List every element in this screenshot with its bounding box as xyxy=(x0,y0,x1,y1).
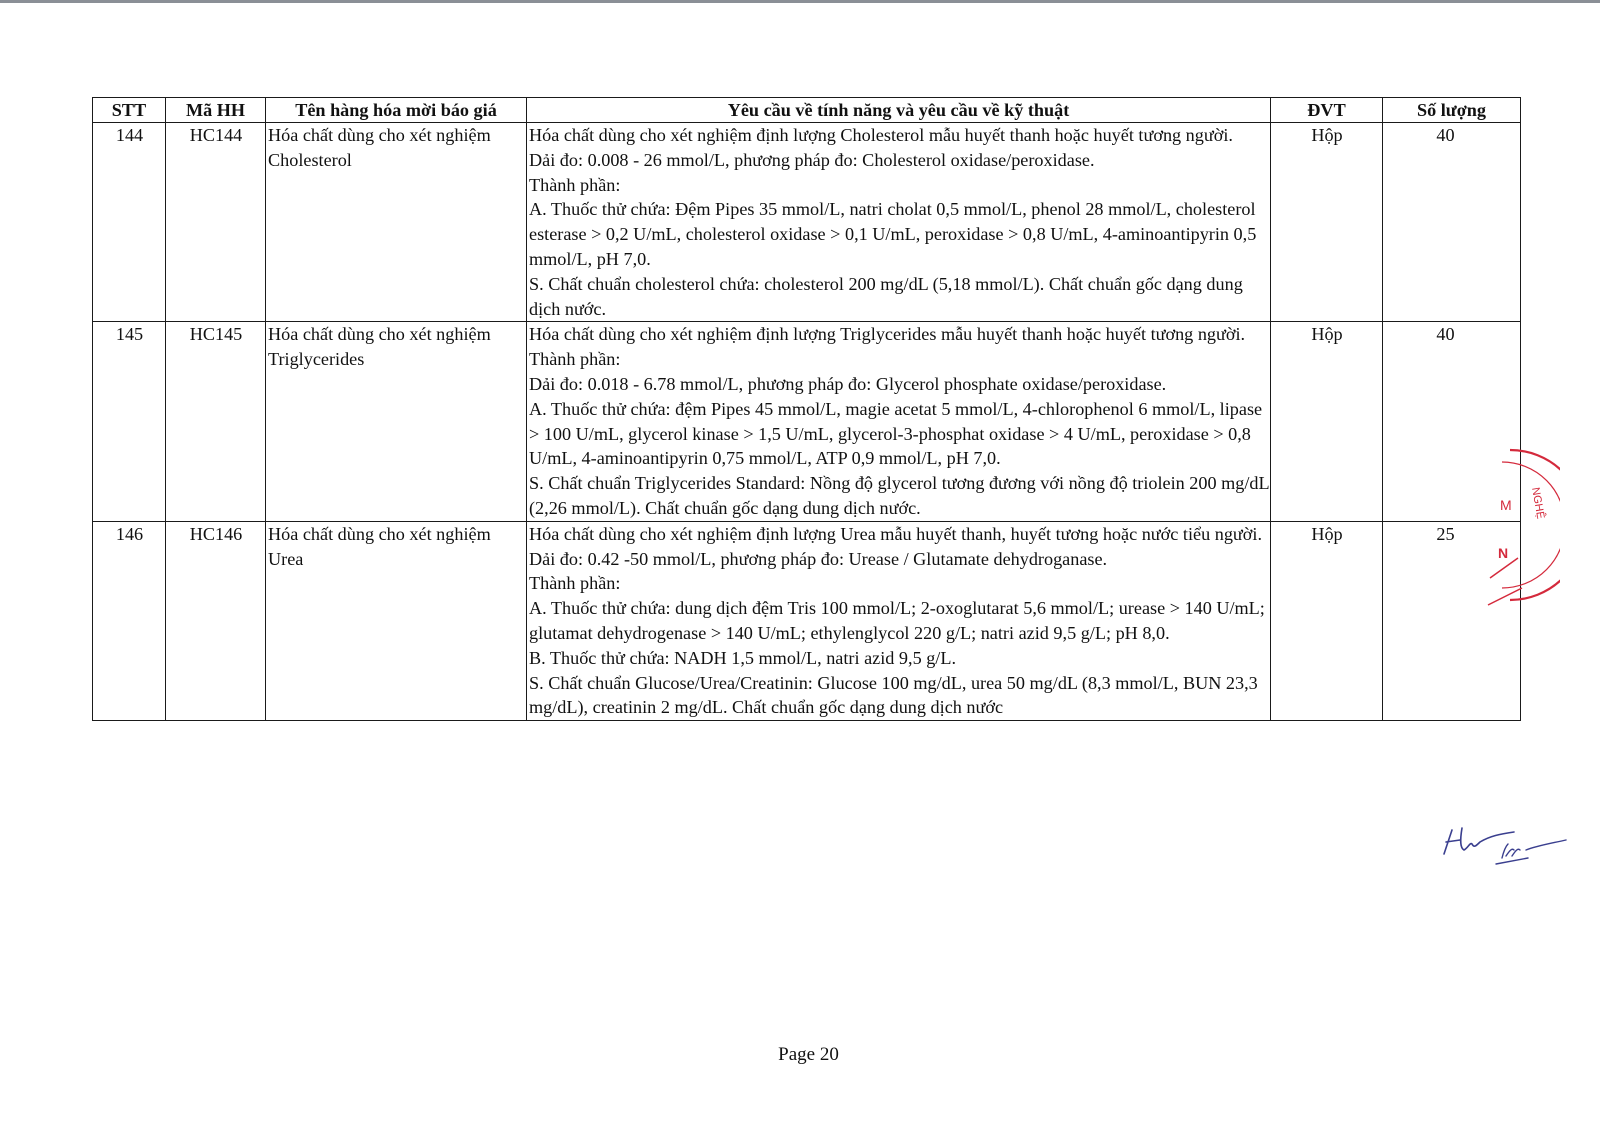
spec-line: S. Chất chuẩn cholesterol chứa: cholesterol 200 mg/dL (5,18 mmol/L). Chất chuẩn gốc dạng dung dịch nước. xyxy=(529,273,1243,319)
row-unit: Hộp xyxy=(1271,322,1383,521)
spec-line: A. Thuốc thử chứa: Đệm Pipes 35 mmol/L, natri cholat 0,5 mmol/L, phenol 28 mmol/L, cholesterol esterase > 0,2 U/mL, cholesterol oxidase > 0,1 U/mL, peroxidase > 0,8 U/mL, 4-aminoantipyrin 0,5 mmol/L, pH 7,0. xyxy=(529,199,1257,269)
row-name: Hóa chất dùng cho xét nghiệm Cholesterol xyxy=(266,123,527,322)
row-spec xyxy=(527,521,1271,720)
row-name: Hóa chất dùng cho xét nghiệm Urea xyxy=(266,521,527,720)
row-stt: 145 xyxy=(93,322,166,521)
spec-line: S. Chất chuẩn Triglycerides Standard: Nồng độ glycerol tương đương với nồng độ triolein 200 mg/dL (2,26 mmol/L). Chất chuẩn gốc dạng dung dịch nước. xyxy=(529,473,1269,518)
row-code: HC144 xyxy=(166,123,266,322)
stamp-letter: NGHỆ xyxy=(1529,486,1547,520)
table-row xyxy=(93,123,1521,322)
spec-line: Dải đo: 0.42 -50 mmol/L, phương pháp đo: Urease / Glutamate dehydroganase. xyxy=(529,548,1108,569)
spec-line: A. Thuốc thử chứa: dung dịch đệm Tris 100 mmol/L; 2-oxoglutarat 5,6 mmol/L; urease > 140 U/mL; glutamat dehydrogenase > 140 U/mL; ethylenglycol 220 g/L; natri azid 9,5 g/L; pH 8,0. xyxy=(529,598,1265,643)
header-name: Tên hàng hóa mời báo giá xyxy=(266,98,527,123)
spec-line: B. Thuốc thử chứa: NADH 1,5 mmol/L, natri azid 9,5 g/L. xyxy=(529,647,957,668)
scan-top-edge xyxy=(0,0,1600,3)
row-name: Hóa chất dùng cho xét nghiệm Triglycerides xyxy=(266,322,527,521)
row-unit: Hộp xyxy=(1271,521,1383,720)
spec-line: Hóa chất dùng cho xét nghiệm định lượng Cholesterol mẫu huyết thanh hoặc huyết tương người. xyxy=(529,125,1233,145)
spec-line: A. Thuốc thử chứa: đệm Pipes 45 mmol/L, magie acetat 5 mmol/L, 4-chlorophenol 6 mmol/L, lipase > 100 U/mL, glycerol kinase > 1,5 U/mL, glycerol-3-phosphat oxidase > 4 U/mL, peroxidase > 0,8 U/mL, 4-aminoantipyrin 0,75 mmol/L, ATP 0,9 mmol/L, pH 7,0. xyxy=(529,398,1263,469)
spec-line: S. Chất chuẩn Glucose/Urea/Creatinin: Glucose 100 mg/dL, urea 50 mg/dL (8,3 mmol/L, BUN 23,3 mg/dL), creatinin 2 mg/dL. Chất chuẩn gốc dạng dung dịch nước xyxy=(529,672,1258,718)
spec-line: Thành phần: xyxy=(529,174,621,195)
row-spec xyxy=(527,123,1271,322)
spec-line: Hóa chất dùng cho xét nghiệm định lượng Urea mẫu huyết thanh, huyết tương hoặc nước tiểu người. xyxy=(529,523,1262,544)
stamp-letter: M xyxy=(1500,497,1512,513)
spec-line: Dải đo: 0.008 - 26 mmol/L, phương pháp đo: Cholesterol oxidase/peroxidase. xyxy=(529,149,1095,170)
table-row xyxy=(93,521,1521,720)
stamp-letter: N xyxy=(1498,545,1509,561)
spec-line: Hóa chất dùng cho xét nghiệm định lượng Triglycerides mẫu huyết thanh hoặc huyết tương người. xyxy=(529,324,1246,345)
table-header-row xyxy=(93,98,1521,123)
row-spec xyxy=(527,322,1271,521)
row-stt: 146 xyxy=(93,521,166,720)
red-stamp xyxy=(1480,440,1560,610)
header-qty: Số lượng xyxy=(1383,98,1521,123)
row-stt: 144 xyxy=(93,123,166,322)
header-unit: ĐVT xyxy=(1271,98,1383,123)
row-qty: 40 xyxy=(1383,123,1521,322)
spec-line: Thành phần: xyxy=(529,349,621,370)
table-row xyxy=(93,322,1521,521)
spec-line: Thành phần: xyxy=(529,573,621,594)
row-qty: 25 xyxy=(1383,521,1521,720)
row-qty: 40 xyxy=(1383,322,1521,521)
spec-line: Dải đo: 0.018 - 6.78 mmol/L, phương pháp đo: Glycerol phosphate oxidase/peroxidase. xyxy=(529,373,1167,394)
header-stt: STT xyxy=(93,98,166,123)
row-unit: Hộp xyxy=(1271,123,1383,322)
header-spec: Yêu cầu về tính năng và yêu cầu về kỹ thuật xyxy=(527,98,1271,123)
row-code: HC145 xyxy=(166,322,266,521)
row-code: HC146 xyxy=(166,521,266,720)
page-number: Page 20 xyxy=(778,1044,839,1065)
quotation-table xyxy=(92,97,1521,721)
handwritten-signature xyxy=(1440,820,1570,870)
header-code: Mã HH xyxy=(166,98,266,123)
